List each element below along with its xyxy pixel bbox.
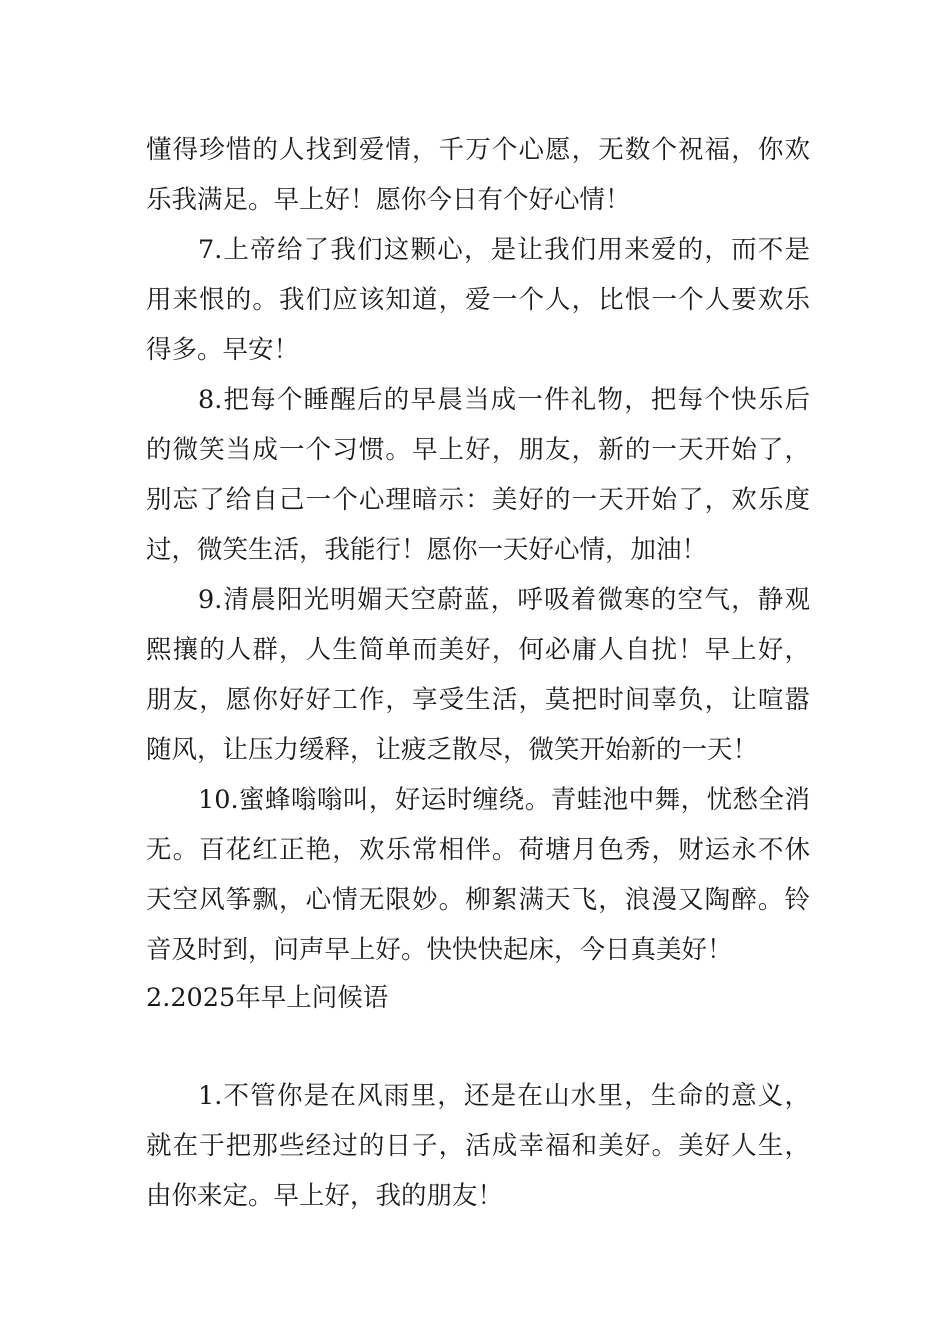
- text-line: 9.清晨阳光明媚天空蔚蓝，呼吸着微寒的空气，静观: [198, 585, 810, 615]
- text-line: 懂得珍惜的人找到爱情，千万个心愿，无数个祝福，你欢: [146, 135, 810, 165]
- text-line: 天空风筝飘，心情无限妙。柳絮满天飞，浪漫又陶醉。铃: [146, 885, 810, 915]
- text-line: 过，微笑生活，我能行！愿你一天好心情，加油！: [146, 535, 708, 565]
- text-line: 音及时到，问声早上好。快快快起床，今日真美好！: [146, 935, 733, 965]
- text-line: 用来恨的。我们应该知道，爱一个人，比恨一个人要欢乐: [146, 285, 810, 315]
- text-line: 随风，让压力缓释，让疲乏散尽，微笑开始新的一天！: [146, 735, 759, 765]
- text-line: 7.上帝给了我们这颗心，是让我们用来爱的，而不是: [198, 235, 810, 265]
- text-line: 无。百花红正艳，欢乐常相伴。荷塘月色秀，财运永不休: [146, 835, 810, 865]
- section-heading: 2.2025年早上问候语: [146, 983, 389, 1013]
- text-line: 朋友，愿你好好工作，享受生活，莫把时间辜负，让喧嚣: [146, 685, 810, 715]
- text-line: 别忘了给自己一个心理暗示：美好的一天开始了，欢乐度: [146, 485, 810, 515]
- text-line: 得多。早安！: [146, 335, 300, 365]
- text-line: 1.不管你是在风雨里，还是在山水里，生命的意义，: [198, 1081, 810, 1111]
- text-line: 由你来定。早上好，我的朋友！: [146, 1181, 504, 1211]
- text-line: 8.把每个睡醒后的早晨当成一件礼物，把每个快乐后: [198, 385, 810, 415]
- text-line: 就在于把那些经过的日子，活成幸福和美好。美好人生，: [146, 1131, 810, 1161]
- text-line: 的微笑当成一个习惯。早上好，朋友，新的一天开始了，: [146, 435, 810, 465]
- text-line: 熙攘的人群，人生简单而美好，何必庸人自扰！早上好，: [146, 635, 810, 665]
- text-line: 乐我满足。早上好！愿你今日有个好心情！: [146, 185, 631, 215]
- text-line: 10.蜜蜂嗡嗡叫，好运时缠绕。青蛙池中舞，忧愁全消: [198, 785, 810, 815]
